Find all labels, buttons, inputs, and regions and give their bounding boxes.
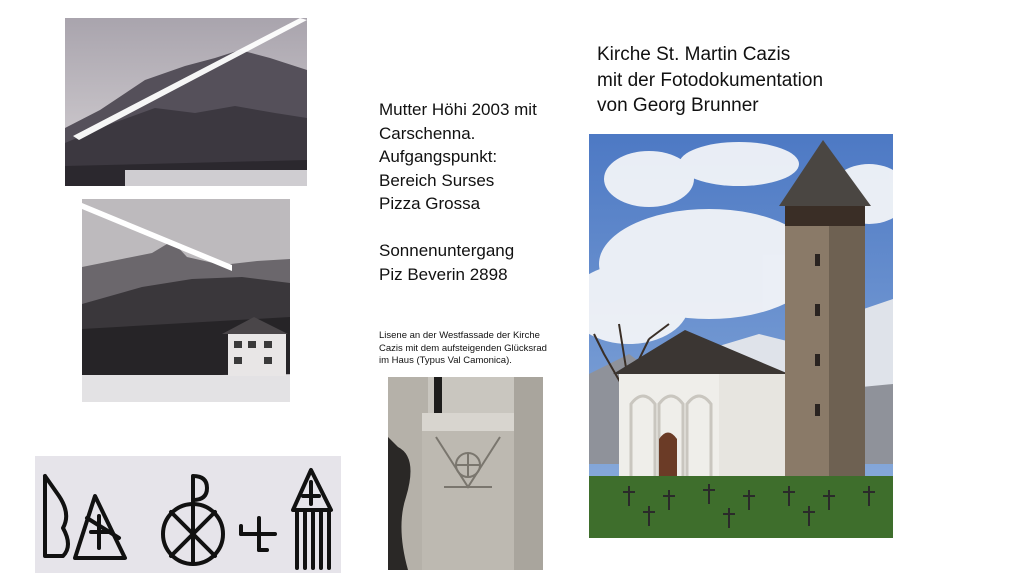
house-symbol bbox=[293, 470, 331, 568]
location-description bbox=[379, 98, 579, 286]
description-line: Bereich Surses bbox=[379, 170, 495, 190]
lisene-caption bbox=[379, 330, 569, 368]
church-photo bbox=[589, 134, 893, 538]
small-cross-symbol bbox=[241, 518, 275, 550]
church-tower bbox=[779, 140, 871, 476]
title-line: mit der Fotodokumentation bbox=[597, 69, 824, 91]
church-title bbox=[597, 42, 897, 119]
description-line: Piz Beverin 2898 bbox=[379, 264, 508, 284]
mountain-photo-top bbox=[65, 18, 307, 186]
village-photo bbox=[82, 199, 290, 402]
symbols-drawing bbox=[35, 456, 341, 573]
caption-line: Lisene an der Westfassade der Kirche bbox=[379, 330, 540, 341]
description-line: Aufgangspunkt: bbox=[379, 147, 498, 166]
letter-b-symbol bbox=[45, 476, 68, 556]
description-line bbox=[379, 216, 579, 240]
description-line: Mutter Höhi 2003 mit bbox=[379, 100, 537, 119]
caption-line: im Haus (Typus Val Camonica). bbox=[379, 355, 512, 366]
triangle-cross-symbol bbox=[75, 496, 125, 558]
title-line: von Georg Brunner bbox=[597, 95, 759, 116]
title-line: Kirche St. Martin Cazis bbox=[597, 44, 791, 65]
wheel-symbol bbox=[163, 476, 223, 564]
description-line: Pizza Grossa bbox=[379, 194, 481, 213]
stone-carving-photo bbox=[388, 377, 543, 570]
caption-line: Cazis mit dem aufsteigenden Glücksrad bbox=[379, 342, 547, 354]
description-line: Sonnenuntergang bbox=[379, 241, 515, 260]
description-line: Carschenna. bbox=[379, 123, 476, 143]
